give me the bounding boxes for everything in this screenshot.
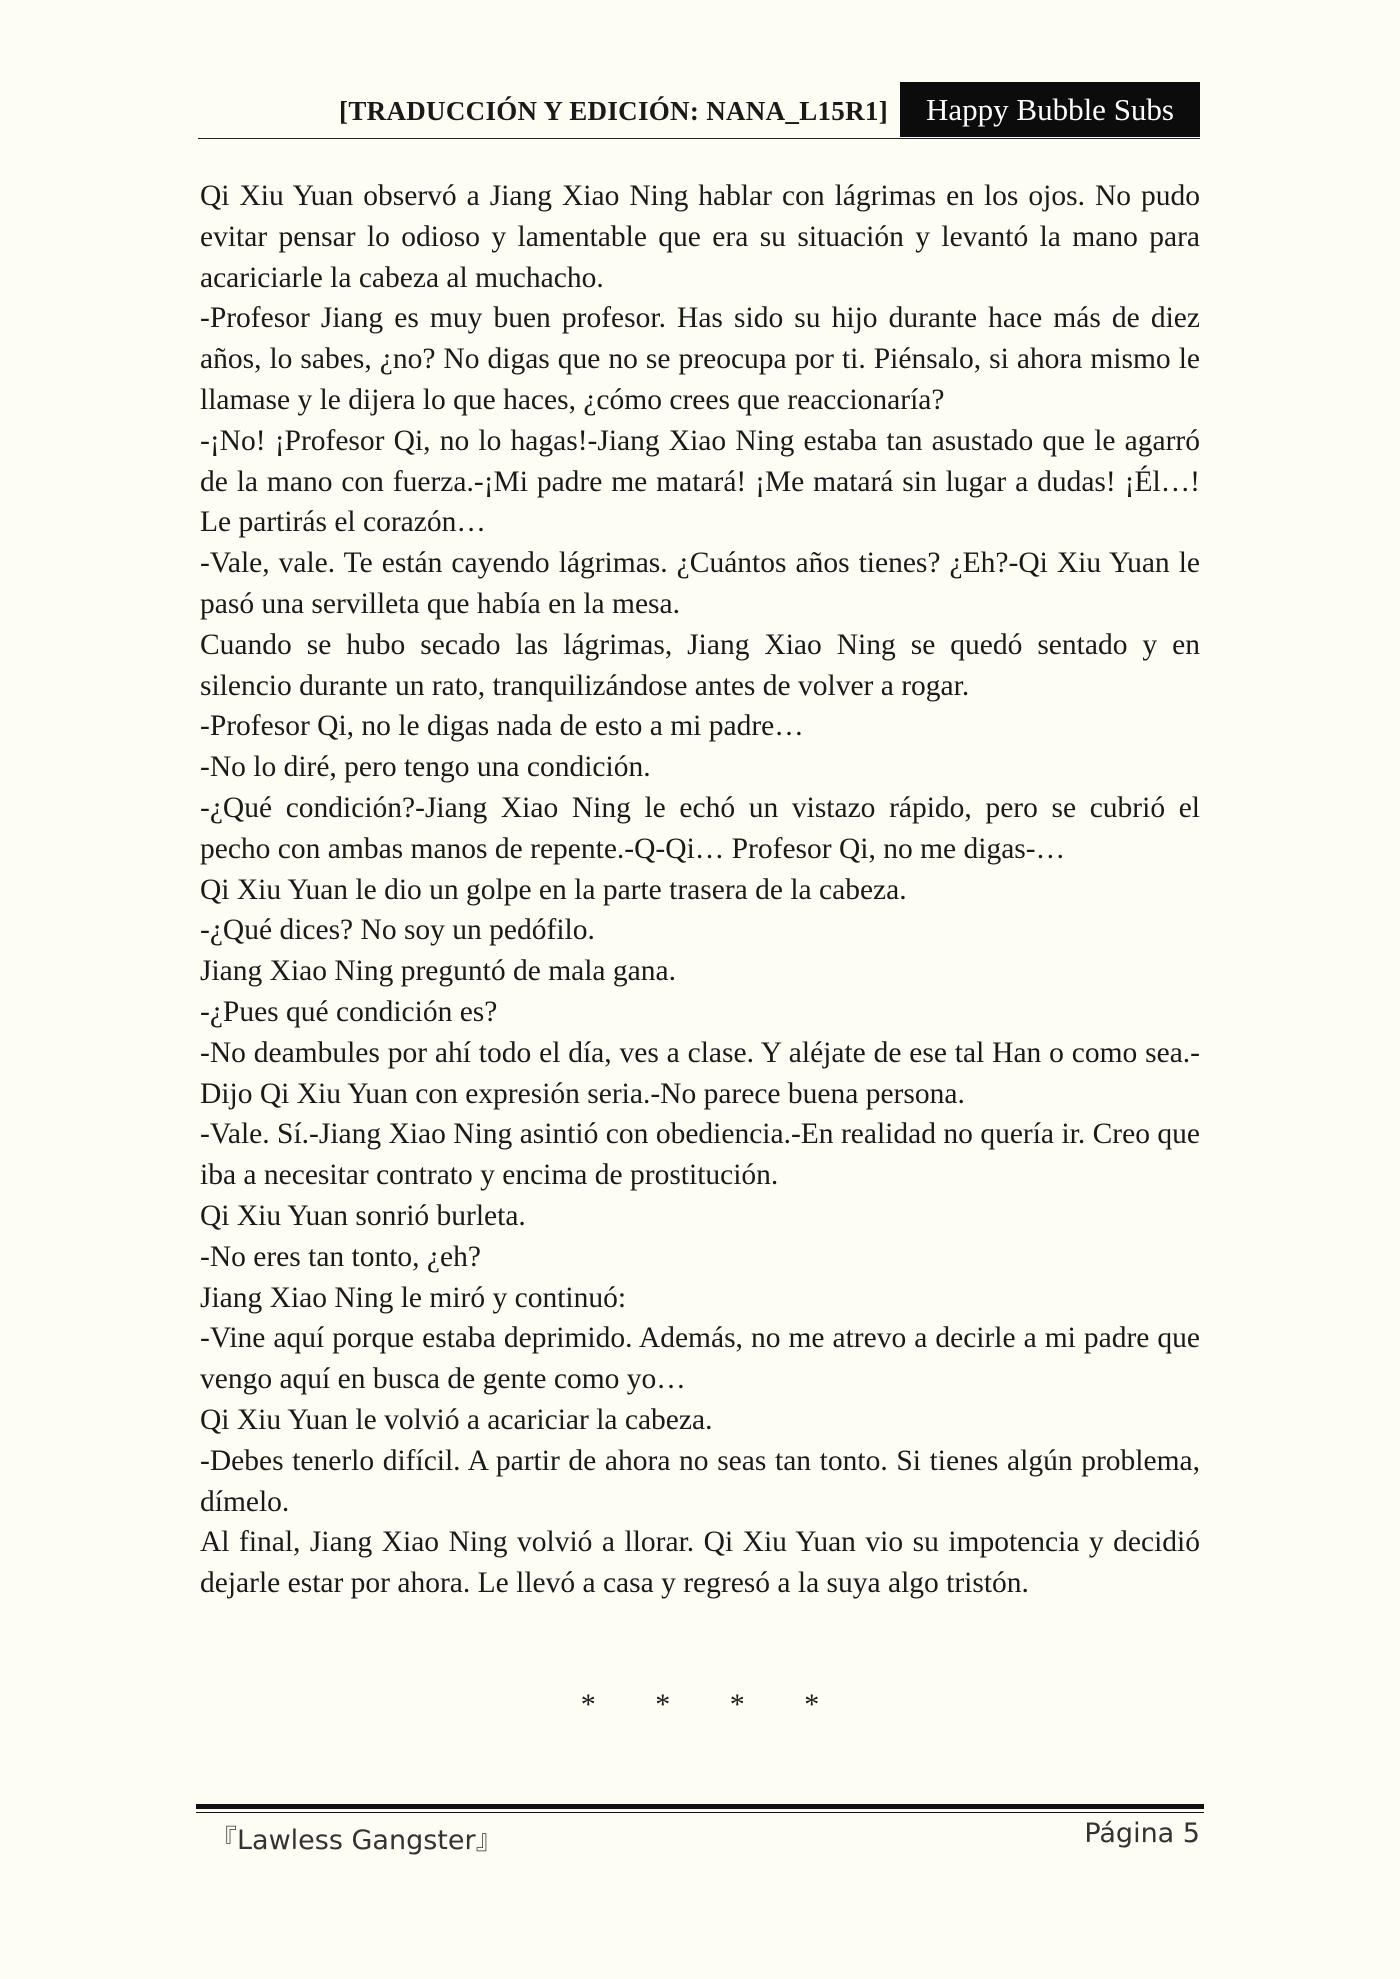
paragraph: -Profesor Qi, no le digas nada de esto a mi padre… [200,710,804,743]
paragraph: Jiang Xiao Ning preguntó de mala gana. [200,955,676,988]
paragraph: Qi Xiu Yuan observó a Jiang Xiao Ning hablar con lágrimas en los ojos. No pudo evitar pensar lo odioso y lamentable que era su situación y levantó la mano para acariciarle la cabeza al muchacho. [200,180,1200,294]
paragraph: Cuando se hubo secado las lágrimas, Jiang Xiao Ning se quedó sentado y en silencio durante un rato, tranquilizándose antes de volver a rogar. [200,628,1200,702]
paragraph: -¿Qué dices? No soy un pedófilo. [200,914,595,947]
footer-rule [196,1804,1204,1813]
paragraph: -Vale, vale. Te están cayendo lágrimas. ¿Cuántos años tienes? ¿Eh?-Qi Xiu Yuan le pasó una servilleta que había en la mesa. [200,547,1200,620]
page-header [198,82,1200,139]
paragraph: -¿Qué condición?-Jiang Xiao Ning le echó un vistazo rápido, pero se cubrió el pecho con ambas manos de repente.-Q-Qi… Profesor Qi, no me digas-… [200,791,1200,865]
footer-book-title: 『Lawless Gangster』 [210,1825,503,1856]
paragraph: -No deambules por ahí todo el día, ves a clase. Y aléjate de ese tal Han o como sea.-Dijo Qi Xiu Yuan con expresión seria.-No parece buena persona. [200,1036,1200,1110]
paragraph: Jiang Xiao Ning le miró y continuó: [200,1281,627,1314]
paragraph: -Debes tenerlo difícil. A partir de ahora no seas tan tonto. Si tienes algún problema, dímelo. [200,1444,1200,1518]
paragraph: -¿Pues qué condición es? [200,995,498,1028]
paragraph: -Vine aquí porque estaba deprimido. Además, no me atrevo a decirle a mi padre que vengo aquí en busca de gente como yo… [200,1322,1200,1396]
paragraph: -No lo diré, pero tengo una condición. [200,751,651,784]
footer-page-number: Página 5 [1084,1818,1200,1849]
paragraph: Qi Xiu Yuan sonrió burleta. [200,1199,526,1232]
paragraph: -No eres tan tonto, ¿eh? [200,1240,481,1273]
paragraph: Qi Xiu Yuan le volvió a acariciar la cabeza. [200,1403,713,1436]
translation-credit: [TRADUCCIÓN Y EDICIÓN: NANA_L15R1] [339,96,888,126]
paragraph: Al final, Jiang Xiao Ning volvió a llorar. Qi Xiu Yuan vio su impotencia y decidió dejarle estar por ahora. Le llevó a casa y regresó a la suya algo tristón. [200,1526,1200,1600]
paragraph: -Profesor Jiang es muy buen profesor. Has sido su hijo durante hace más de diez años, lo sabes, ¿no? No digas que no se preocupa por ti. Piénsalo, si ahora mismo le llamase y le dijera lo que haces, ¿cómo crees que reaccionaría? [200,302,1200,416]
paragraph: Qi Xiu Yuan le dio un golpe en la parte trasera de la cabeza. [200,873,907,906]
scene-separator: * * * * [580,1688,820,1721]
story-text [200,176,1200,1604]
paragraph: -Vale. Sí.-Jiang Xiao Ning asintió con obediencia.-En realidad no quería ir. Creo que iba a necesitar contrato y encima de prostitución. [200,1118,1200,1192]
group-brand-label: Happy Bubble Subs [900,82,1200,137]
paragraph: -¡No! ¡Profesor Qi, no lo hagas!-Jiang Xiao Ning estaba tan asustado que le agarró de la mano con fuerza.-¡Mi padre me matará! ¡Me matará sin lugar a dudas! ¡Él…! Le partirás el corazón… [200,424,1200,539]
